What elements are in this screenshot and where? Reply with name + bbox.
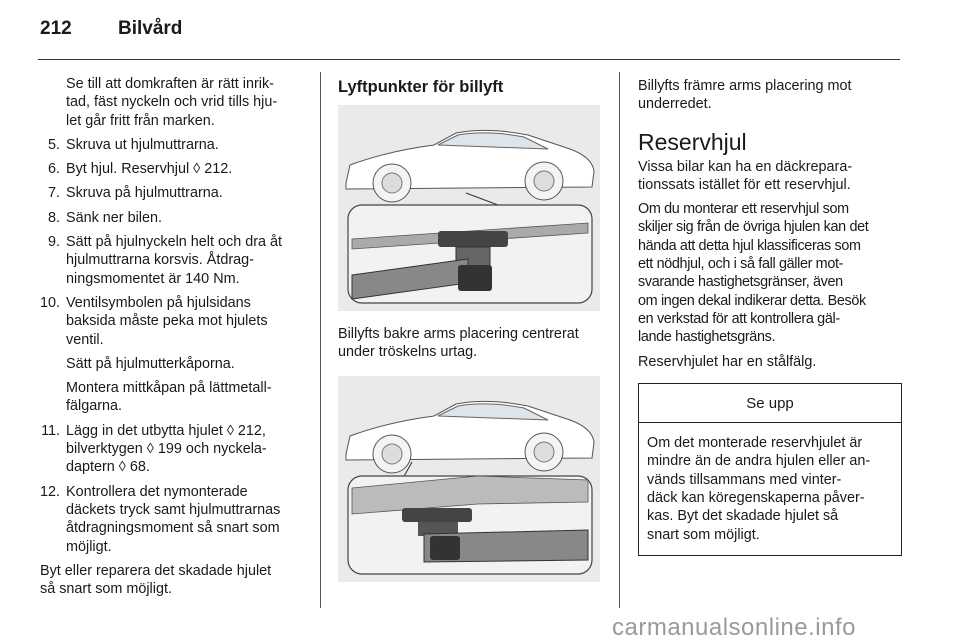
figure-caption bbox=[338, 325, 606, 362]
outro-paragraph bbox=[40, 562, 308, 599]
text-line: kas. Byt det skadade hjulet så bbox=[647, 508, 839, 525]
step-5 bbox=[40, 136, 308, 154]
text-line: däck kan köregenskaperna påver- bbox=[647, 490, 865, 507]
step-8 bbox=[40, 209, 308, 227]
text-line: Om du monterar ett reservhjul som bbox=[638, 201, 849, 218]
notice-box bbox=[638, 383, 902, 556]
text-line: hända att detta hjul klassificeras som bbox=[638, 237, 861, 254]
header-rule bbox=[38, 59, 900, 60]
car-lift-front-illustration bbox=[338, 376, 600, 582]
text-line: let går fritt från marken. bbox=[66, 112, 215, 129]
text-line: ningsmomentet är 140 Nm. bbox=[66, 270, 240, 287]
step-number: 5. bbox=[47, 136, 60, 153]
text-line: Ventilsymbolen på hjulsidans bbox=[66, 294, 251, 311]
notice-body bbox=[639, 423, 901, 555]
paragraph bbox=[638, 158, 902, 195]
step-number: 11. bbox=[41, 422, 60, 439]
text-line: Sätt på hjulmutterkåporna. bbox=[66, 355, 235, 372]
step-number: 12. bbox=[40, 483, 61, 500]
paragraph bbox=[638, 353, 902, 371]
column-middle bbox=[338, 77, 606, 582]
text-line: tionssats istället för ett reservhjul. bbox=[638, 176, 851, 193]
step-number: 10. bbox=[40, 294, 61, 311]
text-line: daptern ◊ 68. bbox=[66, 459, 150, 476]
step-10 bbox=[40, 294, 308, 349]
text-line: däckets tryck samt hjulmuttrarnas bbox=[66, 501, 281, 518]
step-11 bbox=[40, 422, 308, 477]
text-line: Billyfts bakre arms placering centrerat bbox=[338, 326, 579, 342]
text-line: möjligt. bbox=[66, 538, 112, 555]
step-number: 6. bbox=[47, 161, 60, 178]
text-line: Billyfts främre arms placering mot bbox=[638, 78, 852, 94]
text-line: skiljer sig från de övriga hjulen kan det bbox=[638, 219, 869, 236]
text-line: Kontrollera det nymonterade bbox=[66, 483, 248, 500]
watermark: carmanualsonline.info bbox=[612, 614, 856, 641]
step-number: 8. bbox=[47, 209, 60, 226]
text-line: Vissa bilar kan ha en däckrepara- bbox=[638, 158, 853, 175]
text-line: snart som möjligt. bbox=[647, 526, 760, 543]
text-line: Skruva ut hjulmuttrarna. bbox=[66, 136, 219, 153]
text-line: hjulmuttrarna korsvis. Åtdrag- bbox=[66, 252, 254, 269]
text-line: om ingen dekal indikerar detta. Besök bbox=[638, 292, 866, 309]
page-number: 212 bbox=[40, 18, 72, 39]
text-line: fälgarna. bbox=[66, 398, 123, 415]
column-left bbox=[40, 75, 308, 598]
text-line: underredet. bbox=[638, 96, 712, 113]
text-line: Byt hjul. Reservhjul ◊ 212. bbox=[66, 161, 233, 178]
text-line: baksida måste peka mot hjulets bbox=[66, 313, 268, 330]
text-line: så snart som möjligt. bbox=[40, 581, 172, 598]
text-line: Lägg in det utbytta hjulet ◊ 212, bbox=[66, 422, 266, 439]
step-10-extra bbox=[40, 379, 308, 416]
car-lift-rear-illustration bbox=[338, 105, 600, 311]
text-line: Sätt på hjulnyckeln helt och dra åt bbox=[66, 234, 282, 251]
paragraph bbox=[638, 200, 902, 346]
text-line: Byt eller reparera det skadade hjulet bbox=[40, 562, 272, 579]
column-divider-2 bbox=[619, 72, 620, 608]
step-10-extra bbox=[40, 355, 308, 373]
text-line: åtdragningsmoment så snart som bbox=[66, 520, 280, 537]
figure-caption bbox=[638, 77, 902, 114]
text-line: Skruva på hjulmuttrarna. bbox=[66, 185, 223, 202]
text-line: ventil. bbox=[66, 331, 104, 348]
text-line: under tröskelns urtag. bbox=[338, 344, 478, 361]
step-6 bbox=[40, 160, 308, 178]
text-line: svarande hastighetsgränser, även bbox=[638, 274, 843, 291]
text-line: tad, fäst nyckeln och vrid tills hju- bbox=[66, 94, 278, 111]
text-line: en verkstad för att kontrollera gäl- bbox=[638, 310, 840, 327]
step-number: 7. bbox=[47, 185, 60, 202]
notice-title: Se upp bbox=[639, 384, 901, 423]
intro-paragraph bbox=[40, 75, 308, 130]
step-7 bbox=[40, 184, 308, 202]
column-right bbox=[638, 77, 902, 556]
step-9 bbox=[40, 233, 308, 288]
text-line: mindre än de andra hjulen eller an- bbox=[647, 453, 871, 470]
text-line: bilverktygen ◊ 199 och nyckela- bbox=[66, 441, 267, 458]
text-line: Montera mittkåpan på lättmetall- bbox=[66, 380, 272, 397]
text-line: lande hastighetsgräns. bbox=[638, 329, 776, 346]
page-title: Bilvård bbox=[118, 18, 183, 39]
text-line: Reservhjulet har en stålfälg. bbox=[638, 353, 817, 370]
text-line: Se till att domkraften är rätt inrik- bbox=[66, 76, 274, 92]
text-line: ett nödhjul, och i så fall gäller mot- bbox=[638, 256, 844, 273]
section-heading: Reservhjul bbox=[638, 128, 747, 155]
text-line: Om det monterade reservhjulet är bbox=[647, 435, 863, 452]
step-12 bbox=[40, 483, 308, 556]
text-line: Sänk ner bilen. bbox=[66, 209, 162, 226]
section-heading: Lyftpunkter för billyft bbox=[338, 78, 504, 96]
step-number: 9. bbox=[47, 234, 60, 251]
text-line: vänds tillsammans med vinter- bbox=[647, 471, 842, 488]
column-divider-1 bbox=[320, 72, 321, 608]
